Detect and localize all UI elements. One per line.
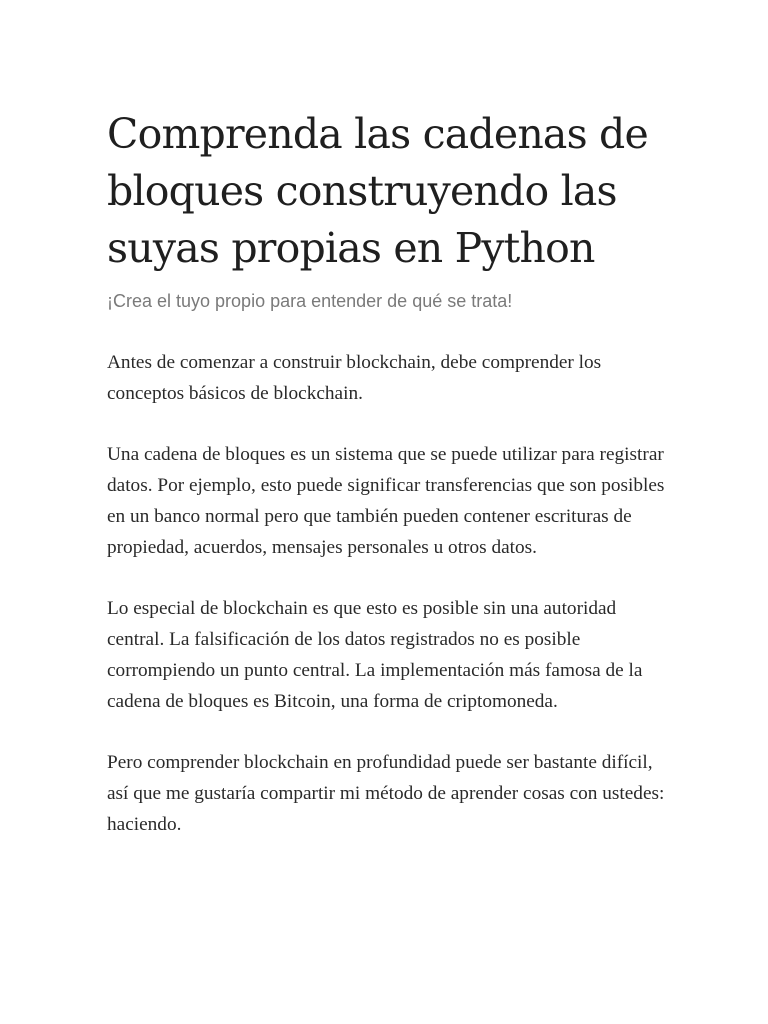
article-subtitle: ¡Crea el tuyo propio para entender de qué se trata!	[107, 291, 513, 311]
body-paragraph: Lo especial de blockchain es que esto es posible sin una autoridad central. La falsificación de los datos registrados no es posible corrompiendo un punto central. La implementación más famosa de la cadena de bloques es Bitcoin, una forma de criptomoneda.	[107, 598, 643, 712]
body-paragraph: Antes de comenzar a construir blockchain, debe comprender los conceptos básicos de blockchain.	[107, 352, 602, 404]
article-body	[107, 347, 667, 840]
article-title: Comprenda las cadenas de bloques construyendo las suyas propias en Python	[107, 110, 648, 272]
article	[107, 106, 667, 870]
body-paragraph: Una cadena de bloques es un sistema que se puede utilizar para registrar datos. Por ejemplo, esto puede significar transferencias que son posibles en un banco normal pero que también pueden contener escrituras de propiedad, acuerdos, mensajes personales u otros datos.	[107, 444, 665, 558]
body-paragraph: Pero comprender blockchain en profundidad puede ser bastante difícil, así que me gustaría compartir mi método de aprender cosas con ustedes: haciendo.	[107, 752, 665, 835]
